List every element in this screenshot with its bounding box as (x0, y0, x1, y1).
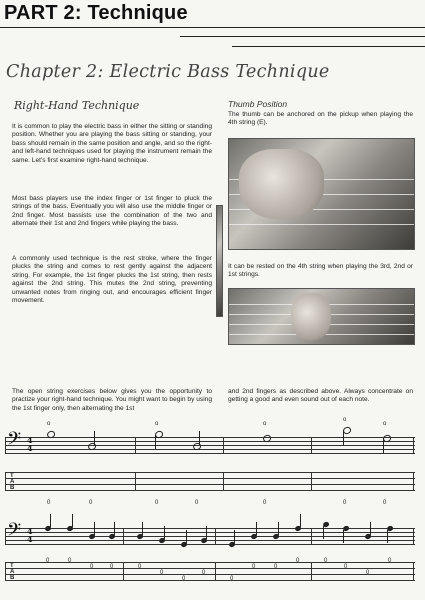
thumb-on-pickup-photo (228, 138, 415, 250)
thumb-position-heading: Thumb Position (228, 99, 288, 109)
tab-number: 0 (343, 500, 347, 506)
tab-number: 0 (160, 570, 164, 576)
time-signature-bottom: 4 (27, 443, 33, 453)
exercise-intro: The open string exercises below gives you the opportunity to practize your right-hand technique. You might want to begin by using the 1st finger only, then alternating the 1st (12, 388, 212, 412)
tab-number: 0 (89, 500, 93, 506)
time-signature-top: 4 (27, 526, 33, 536)
hand-image (291, 293, 331, 341)
tab-number: 0 (344, 564, 348, 570)
tab-label-t: T (10, 473, 14, 479)
bass-clef: 𝄢 (7, 429, 22, 454)
right-hand-paragraph: It is common to play the electric bass in either the sitting or standing position. Whether you are playing the bass sitting or standing, your bass should remain in the same position and angle, and so the right- and left-hand techniques used for playing the instrument remain the same. Let's first examine right-hand technique. (12, 123, 212, 164)
tab-label-a: A (10, 569, 15, 575)
bass-clef: 𝄢 (7, 520, 22, 545)
open-string-mark: o (47, 421, 51, 427)
tab-number: 0 (46, 558, 50, 564)
header-rule (232, 46, 425, 47)
open-string-mark: o (263, 421, 267, 427)
tab-number: 0 (252, 564, 256, 570)
tab-number: 0 (230, 576, 234, 582)
tab-label-b: B (10, 575, 15, 581)
header-rule (180, 36, 425, 37)
right-hand-paragraph: A commonly used technique is the rest stroke, where the finger plucks the string and comes to rest gently against the adjacent string. For example, the 1st finger plucks the 1st string, then rests against the 2nd string. This mutes the 2nd string, preventing unwanted notes from ringing out, and encourages efficient finger movement. (12, 255, 212, 305)
header-rule (0, 27, 425, 28)
tab-number: 0 (324, 558, 328, 564)
tab-number: 0 (47, 500, 51, 506)
tab-number: 0 (155, 500, 159, 506)
tab-number: 0 (383, 500, 387, 506)
tab-number: 0 (182, 576, 186, 582)
tab-label-b: B (10, 485, 15, 491)
tab-label-a: A (10, 479, 15, 485)
tab-number: 0 (263, 500, 267, 506)
tab-number: 0 (366, 570, 370, 576)
tab-staff (5, 472, 415, 506)
thumb-paragraph: The thumb can be anchored on the pickup when playing the 4th string (E). (228, 111, 413, 127)
time-signature-top: 4 (27, 435, 33, 445)
tab-number: 0 (68, 558, 72, 564)
thumb-paragraph: It can be rested on the 4th string when playing the 3rd, 2nd or 1st strings. (228, 263, 413, 279)
bass-staff (5, 417, 415, 454)
open-string-mark: o (343, 417, 347, 423)
right-hand-heading: Right-Hand Technique (14, 99, 140, 112)
open-string-mark: o (155, 421, 159, 427)
tab-number: 0 (138, 564, 142, 570)
tab-number: 0 (90, 564, 94, 570)
right-hand-paragraph: Most bass players use the index finger or 1st finger to pluck the strings of the bass. Eventually you will also use the middle finger or 2nd finger. Most bassists use the combination of the two and alternate their 1st and 2nd fingers while playing the bass. (12, 195, 212, 228)
tab-label-t: T (10, 563, 14, 569)
tab-number: 0 (195, 500, 199, 506)
hand-image (239, 149, 324, 219)
tab-staff (5, 558, 415, 582)
exercise-intro: and 2nd fingers as described above. Always concentrate on getting a good and even sound out of each note. (228, 388, 413, 404)
thumb-on-string-photo (228, 288, 415, 345)
tab-number: 0 (274, 564, 278, 570)
tab-number: 0 (202, 570, 206, 576)
tab-number: 0 (388, 558, 392, 564)
tab-number: 0 (110, 564, 114, 570)
page-header (0, 0, 425, 30)
time-signature-bottom: 4 (27, 534, 33, 544)
right-hand-photo (216, 205, 223, 317)
part-title: PART 2: Technique (4, 2, 188, 24)
tab-number: 0 (296, 558, 300, 564)
chapter-title: Chapter 2: Electric Bass Technique (6, 62, 330, 82)
open-string-mark: o (383, 421, 387, 427)
bass-staff (5, 520, 415, 545)
